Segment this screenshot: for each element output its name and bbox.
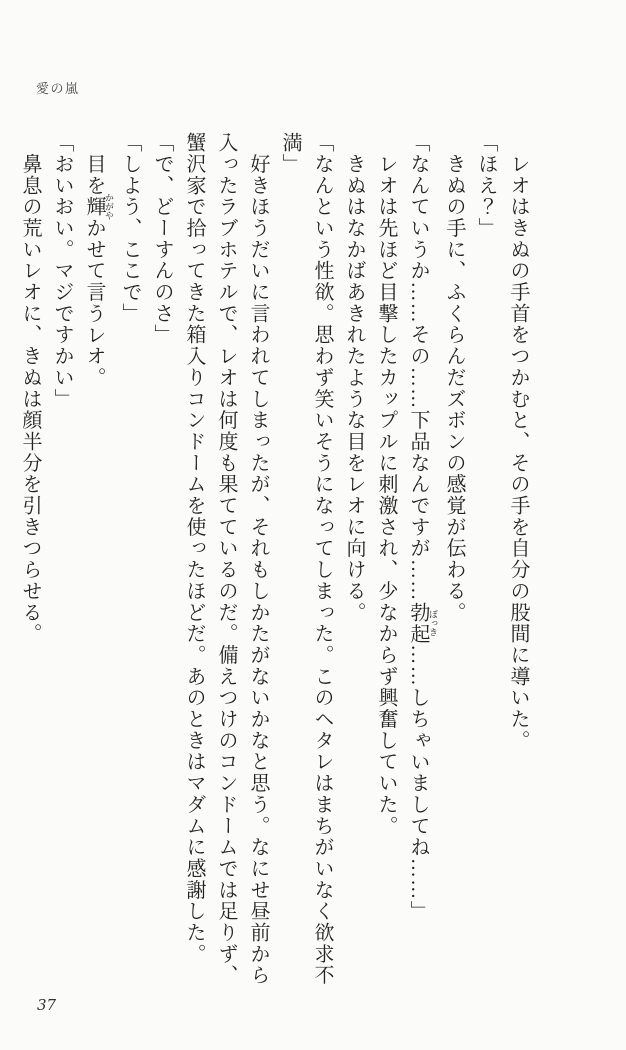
paragraph: 「なんという性欲。思わず笑いそうになってしまった。このヘタレはまちがいなく欲求不満」 [279,132,333,986]
paragraph: 「しよう、ここで」 [119,132,141,325]
running-header-title: 愛の嵐 [36,81,80,96]
paragraph: きぬの手に、ふくらんだズボンの感覚が伝わる。 [443,132,465,624]
paragraph: 目を輝 かがやかせて言うレオ。 [83,132,114,389]
paragraph: 鼻息の荒いレオに、きぬは顔半分を引きつらせる。 [19,132,41,645]
paragraph: 「ほえ？」 [475,132,497,239]
paragraph: 好きほうだいに言われてしまったが、それもしかたがないかなと思う。なにせ昼前から入ったラブホテルで、レオは何度も果てているのだ。備えつけのコンドームでは足りず、蟹沢家で拾ってきた箱入りコンドームを使ったほどだ。あのときはマダムに感謝した。 [183,132,269,986]
paragraph: レオは先ほど目撃したカップルに刺激され、少なからず興奮していた。 [375,132,397,837]
paragraph: 「なんていうか……その……下品なんですが……勃起 ぼっき……しちゃいましてね……」 [407,132,438,922]
paragraph: 「おいおい。マジですかい」 [51,132,73,410]
page-number: 37 [37,996,57,1014]
paragraph: きぬはなかばあきれたような目をレオに向ける。 [343,132,365,624]
ruby-annotated-word: 輝 かがや [83,193,114,221]
ruby-annotated-word: 勃起 ぼっき [407,601,438,645]
paragraph: レオはきぬの手首をつかむと、その手を自分の股間に導いた。 [507,132,529,752]
body-text-block [14,132,534,989]
paragraph: 「で、どーすんのさ」 [151,132,173,346]
